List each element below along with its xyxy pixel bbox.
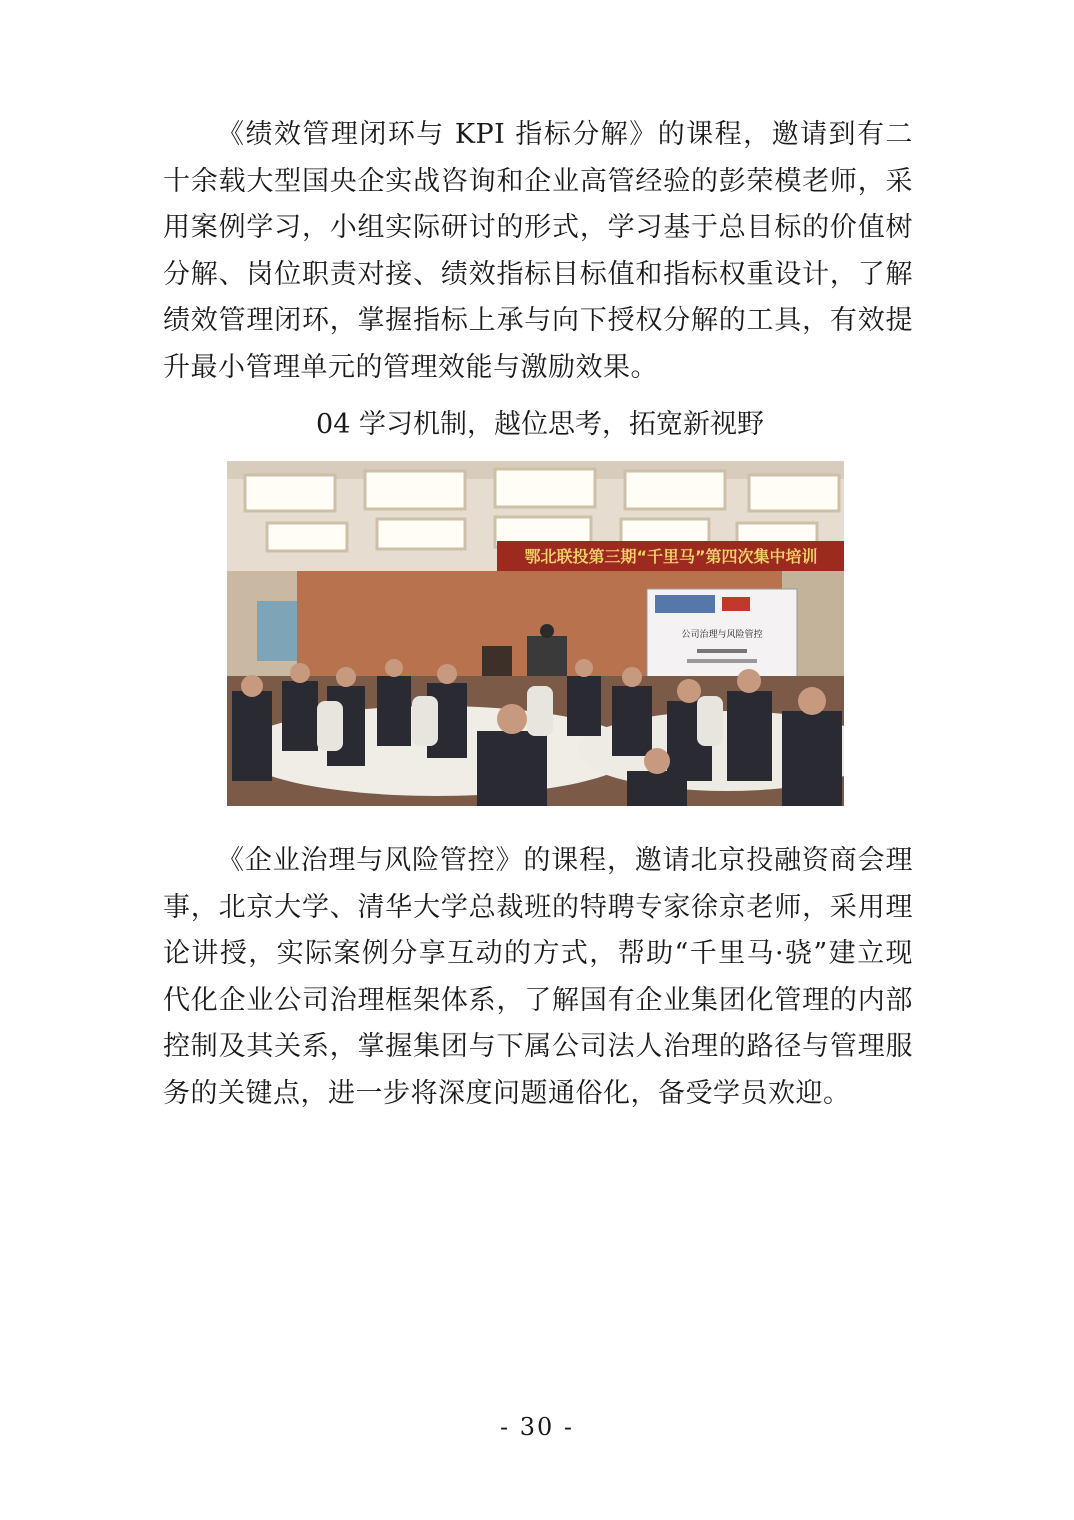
paragraph-performance-course: 《绩效管理闭环与 KPI 指标分解》的课程，邀请到有二十余载大型国央企实战咨询和企业高管经验的彭荣模老师，采用案例学习，小组实际研讨的形式，学习基于总目标的价值树分解、岗位职责对接、绩效指标目标值和指标权重设计，了解绩效管理闭环，掌握指标上承与向下授权分解的工具，有效提升最小管理单元的管理效能与激励效果。 — [163, 119, 913, 383]
paragraph-governance-course: 《企业治理与风险管控》的课程，邀请北京投融资商会理事，北京大学、清华大学总裁班的特聘专家徐京老师，采用理论讲授，实际案例分享互动的方式，帮助“千里马·骁”建立现代化企业公司治理框架体系，了解国有企业集团化管理的内部控制及其关系，掌握集团与下属公司法人治理的路径与管理服务的关键点，进一步将深度问题通俗化，备受学员欢迎。 — [163, 845, 913, 1109]
page-number: - 30 - — [499, 1413, 574, 1441]
section-heading: 04 学习机制，越位思考，拓宽新视野 — [316, 409, 764, 440]
slide-title: 公司治理与风险管控 — [681, 630, 763, 640]
banner-text: 鄂北联投第三期“千里马”第四次集中培训 — [524, 547, 818, 566]
training-session-photo — [227, 461, 844, 806]
